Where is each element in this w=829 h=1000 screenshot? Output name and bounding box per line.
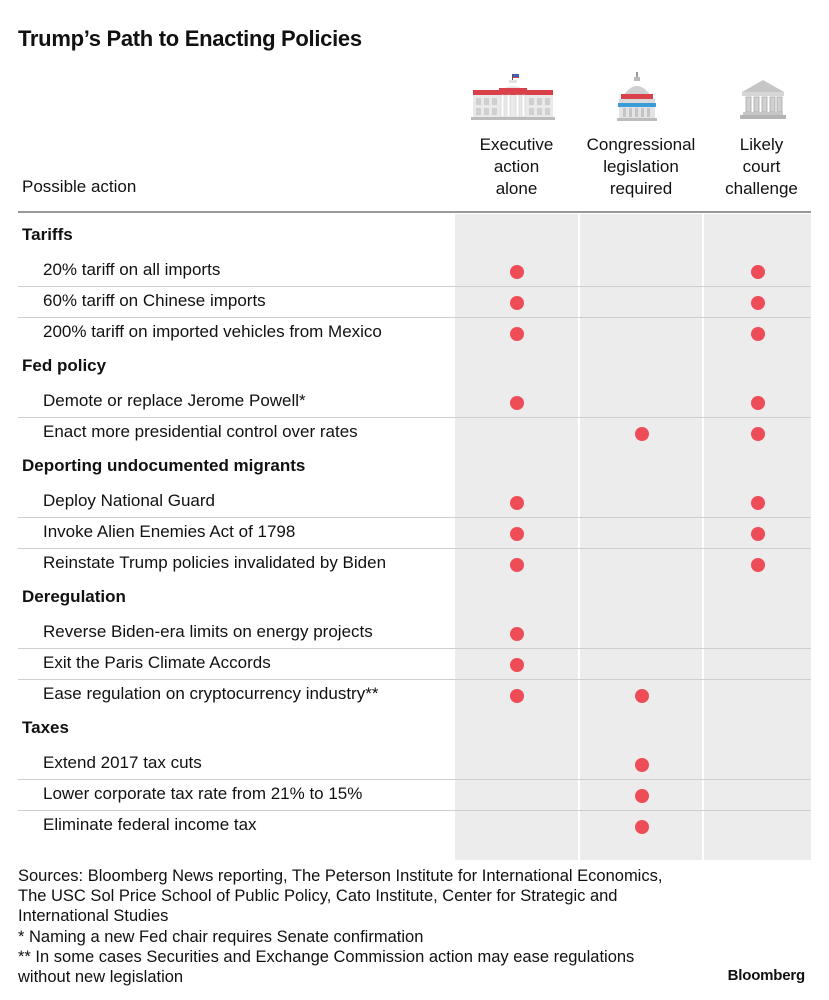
group-heading: Taxes — [22, 718, 69, 737]
column-header-court — [704, 134, 819, 200]
header-divider — [18, 211, 811, 213]
table-row — [18, 387, 811, 418]
marker-dot — [510, 396, 524, 410]
table-row — [18, 618, 811, 649]
marker-dot — [510, 496, 524, 510]
marker-dot — [751, 496, 765, 510]
row-label: Enact more presidential control over rates — [43, 422, 358, 441]
marker-dot — [635, 789, 649, 803]
table-row — [18, 749, 811, 780]
marker-dot — [510, 658, 524, 672]
marker-dot — [510, 265, 524, 279]
column-header-line: required — [609, 179, 673, 198]
table-row — [18, 780, 811, 811]
column-header-line: challenge — [725, 179, 798, 198]
marker-dot — [510, 558, 524, 572]
table-row — [18, 680, 811, 711]
group-heading: Fed policy — [22, 356, 107, 375]
row-label: Invoke Alien Enemies Act of 1798 — [43, 522, 296, 541]
column-header-line: legislation — [603, 157, 679, 176]
column-header-line: Likely — [739, 135, 784, 154]
column-header-line: Executive — [479, 135, 554, 154]
marker-dot — [751, 396, 765, 410]
table-row — [18, 287, 811, 318]
footnote-sec: ** In some cases Securities and Exchange Commission action may ease regulations without new legislation — [18, 947, 635, 987]
row-label: Eliminate federal income tax — [43, 815, 257, 834]
sources-note: Sources: Bloomberg News reporting, The Peterson Institute for International Economics, The USC Sol Price School of Public Policy, Cato Institute, Center for Strategic and International Studies — [18, 867, 663, 926]
row-label: Extend 2017 tax cuts — [43, 753, 202, 772]
marker-dot — [635, 427, 649, 441]
marker-dot — [635, 820, 649, 834]
column-header-line: alone — [495, 179, 538, 198]
row-label: Reverse Biden-era limits on energy projects — [43, 622, 373, 641]
row-label: 60% tariff on Chinese imports — [43, 291, 266, 310]
row-label: 20% tariff on all imports — [43, 260, 221, 279]
column-header-line: action — [493, 157, 540, 176]
marker-dot — [751, 527, 765, 541]
table-row — [18, 518, 811, 549]
table-row — [18, 318, 811, 349]
marker-dot — [751, 558, 765, 572]
footnote-fed-chair: * Naming a new Fed chair requires Senate confirmation — [18, 927, 424, 946]
row-label: Demote or replace Jerome Powell* — [43, 391, 306, 410]
row-label: Deploy National Guard — [43, 491, 215, 510]
marker-dot — [510, 327, 524, 341]
chart-notes — [18, 866, 678, 987]
marker-dot — [751, 427, 765, 441]
table-row — [18, 256, 811, 287]
table-row — [18, 649, 811, 680]
marker-dot — [635, 758, 649, 772]
capitol-icon — [617, 72, 657, 122]
table-row — [18, 418, 811, 449]
row-header-label: Possible action — [22, 177, 137, 196]
row-label: Lower corporate tax rate from 21% to 15% — [43, 784, 363, 803]
column-header-line: court — [742, 157, 781, 176]
marker-dot — [635, 689, 649, 703]
column-header-executive — [455, 134, 578, 200]
white-house-icon — [471, 72, 555, 120]
marker-dot — [510, 627, 524, 641]
marker-dot — [510, 689, 524, 703]
bloomberg-logo: Bloomberg — [727, 967, 805, 984]
marker-dot — [510, 527, 524, 541]
table-row — [18, 549, 811, 580]
row-label: Exit the Paris Climate Accords — [43, 653, 271, 672]
table-row — [18, 811, 811, 842]
column-header-line: Congressional — [586, 135, 696, 154]
group-heading: Deregulation — [22, 587, 126, 606]
courthouse-icon — [740, 72, 786, 120]
row-label: 200% tariff on imported vehicles from Mexico — [43, 322, 382, 341]
table-row — [18, 487, 811, 518]
marker-dot — [751, 296, 765, 310]
row-label: Reinstate Trump policies invalidated by Biden — [43, 553, 387, 572]
row-label: Ease regulation on cryptocurrency industry** — [43, 684, 379, 703]
marker-dot — [751, 327, 765, 341]
marker-dot — [510, 296, 524, 310]
marker-dot — [751, 265, 765, 279]
group-heading: Deporting undocumented migrants — [22, 456, 306, 475]
column-header-congress — [575, 134, 707, 200]
group-heading: Tariffs — [22, 225, 73, 244]
chart-title: Trump’s Path to Enacting Policies — [18, 26, 362, 51]
